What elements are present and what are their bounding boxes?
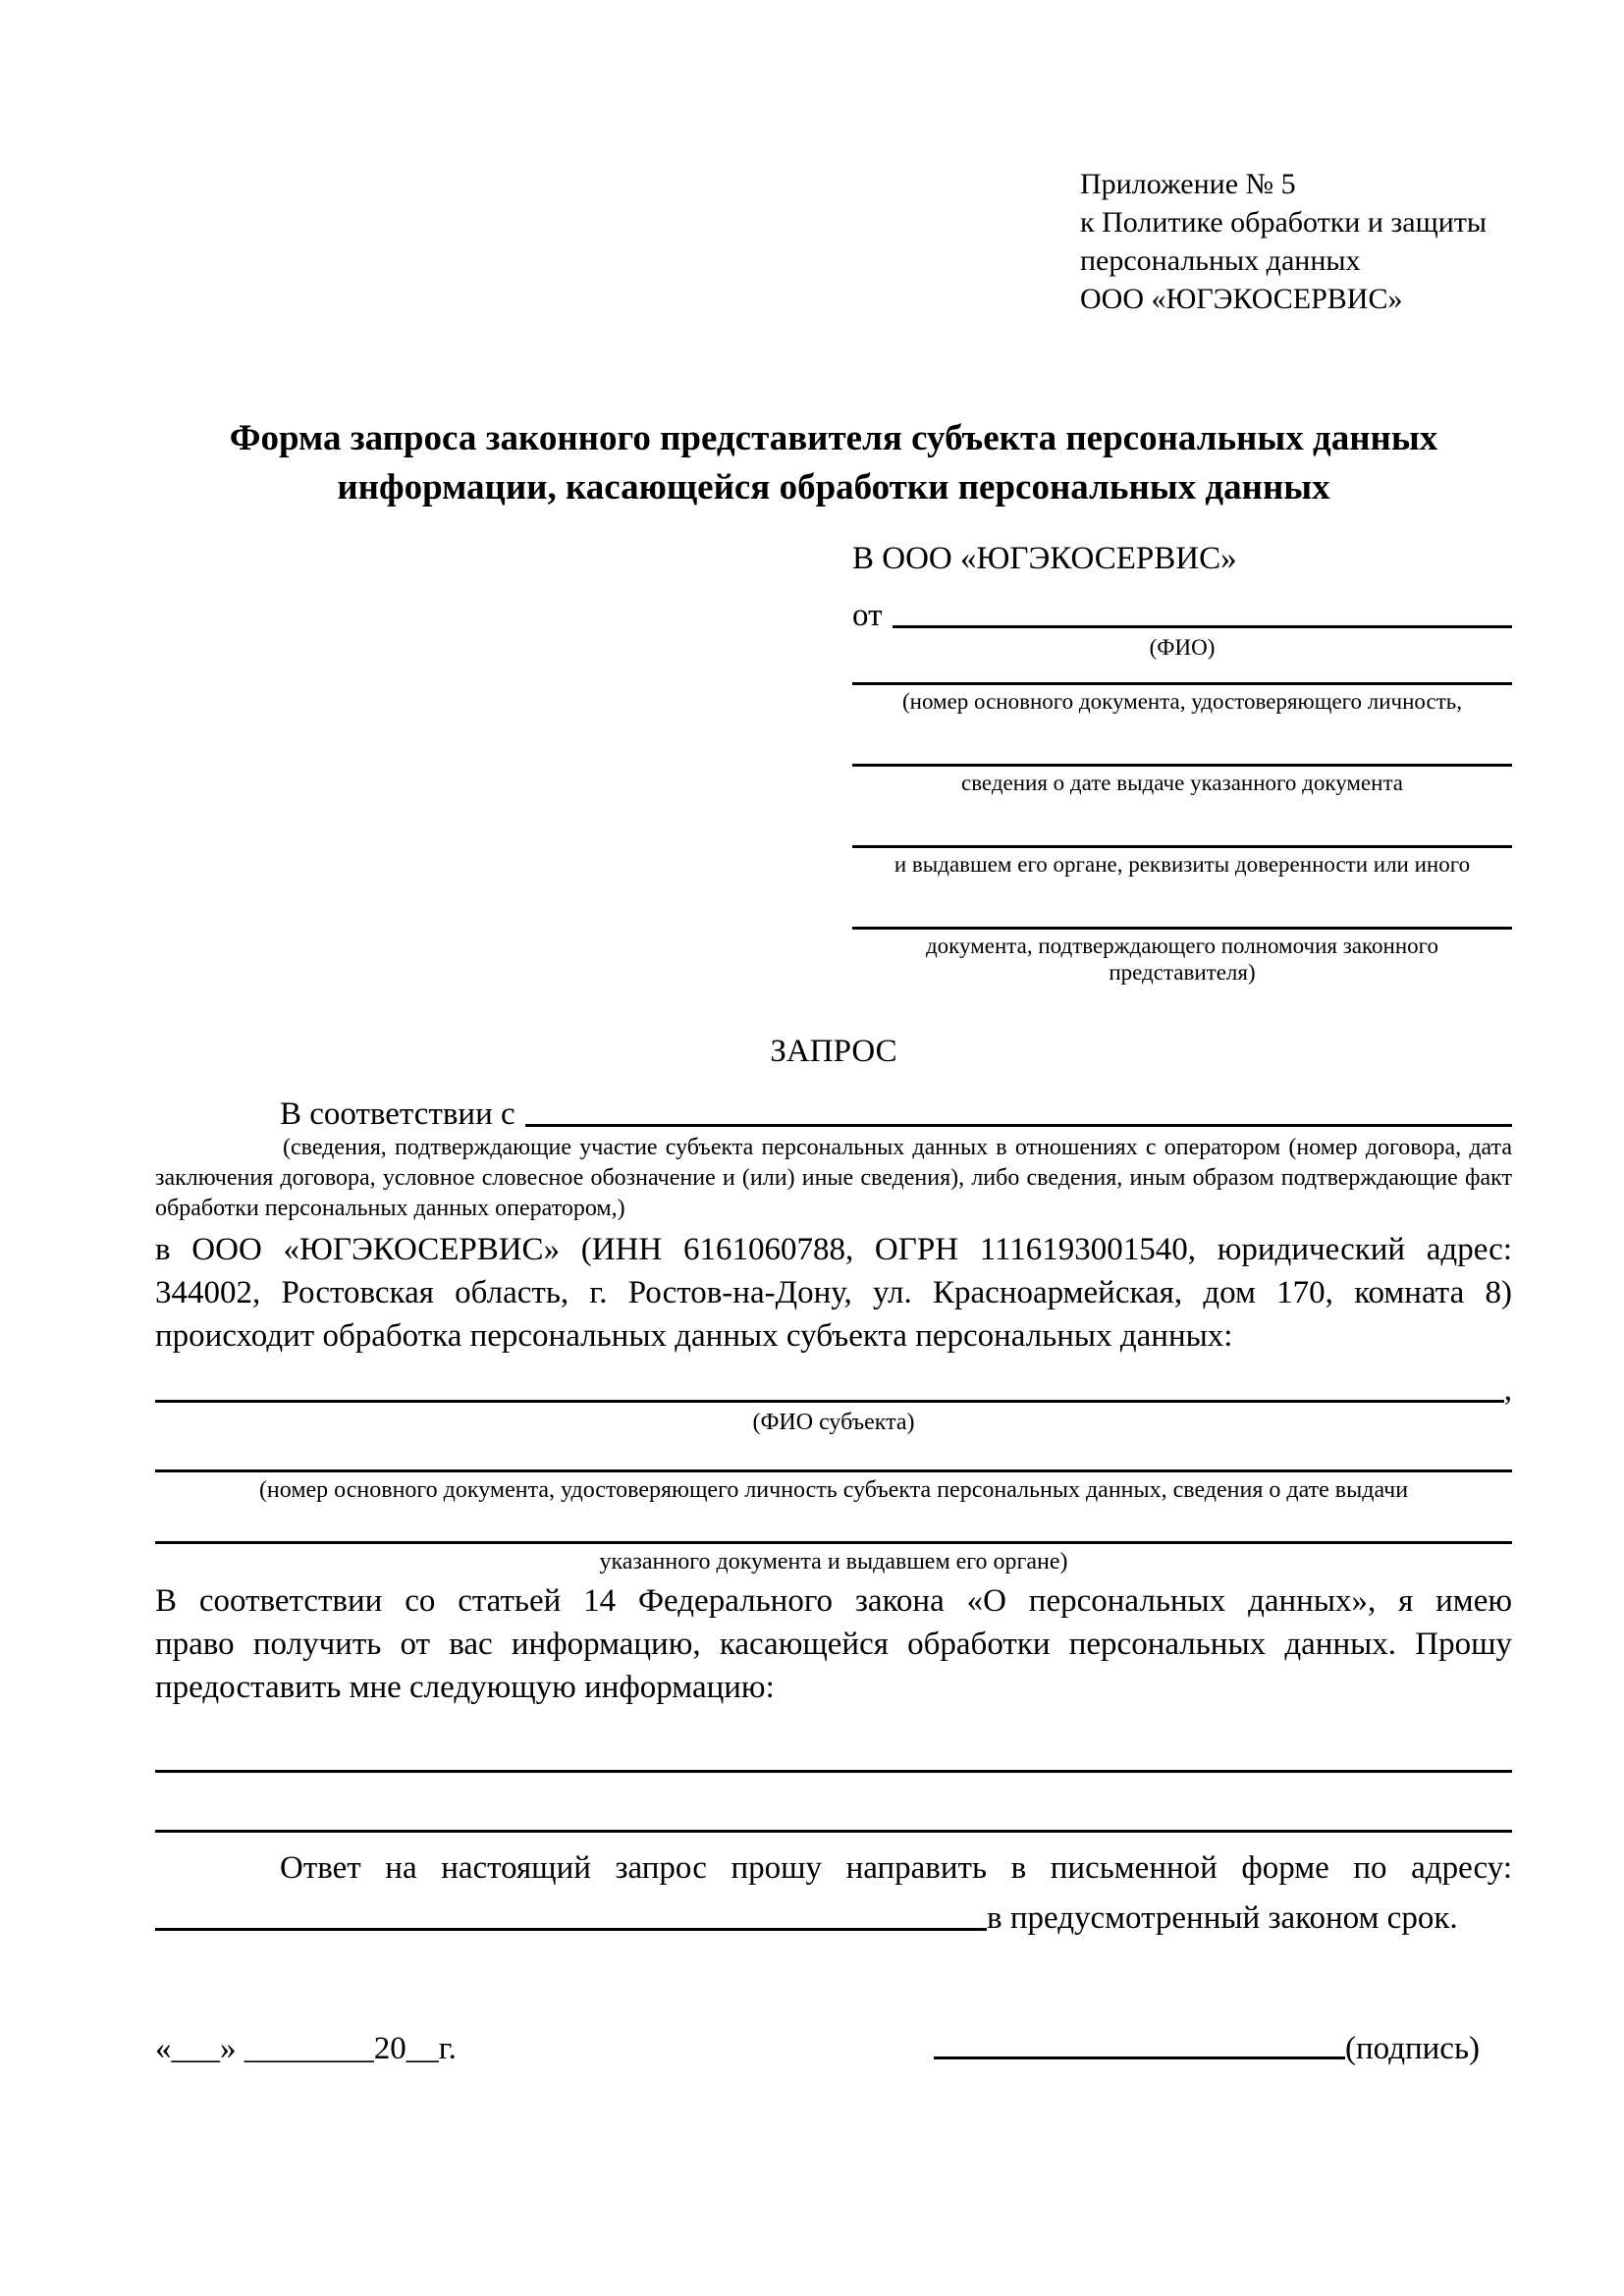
header-block — [1080, 165, 1512, 318]
subject-doc-caption-2: указанного документа и выдавшем его органе) — [599, 1549, 1068, 1575]
law-paragraph-line-1: В соответствии со статьей 14 Федерального закона «О персональных данных», я имею — [155, 1583, 1512, 1619]
operator-paragraph — [155, 1228, 1512, 1358]
from-row — [852, 583, 1512, 634]
answer-address-row — [155, 1892, 1512, 1937]
operator-paragraph-line-2: 344002, Ростовская область, г. Ростов-на-Дону, ул. Красноармейская, дом 170, комната 8) — [155, 1275, 1512, 1310]
header-line-personal-data: персональных данных — [1080, 244, 1361, 277]
header-line-appendix: Приложение № 5 — [1080, 168, 1296, 200]
addressee-organization: В ООО «ЮГЭКОСЕРВИС» — [852, 541, 1237, 576]
intro-caption-line-3: обработки персональных данных оператором,) — [155, 1196, 625, 1221]
answer-address-line — [155, 1928, 987, 1931]
answer-sentence: Ответ на настоящий запрос прошу направить в письменной форме по адресу: — [280, 1850, 1512, 1886]
intro-caption-line-2: заключения договора, условное словесное обозначение и (или) иные сведения), либо сведения, иным образом подтверждающие факт — [155, 1165, 1512, 1191]
field-caption-4: документа, подтверждающего полномочия законного представителя) — [925, 934, 1438, 985]
signature-line — [934, 2056, 1345, 2059]
field-line-1 — [852, 682, 1512, 685]
from-field-line — [893, 625, 1513, 628]
answer-blank-line-1 — [155, 1770, 1512, 1773]
footer-row — [155, 2031, 1512, 2067]
field-caption-3: и выдавшем его органе, реквизиты доверенности или иного — [893, 852, 1471, 877]
addressee-block — [852, 534, 1512, 986]
date-line: «___» ________20__г. — [155, 2031, 457, 2066]
answer-tail: в предусмотренный законом срок. — [987, 1900, 1458, 1936]
law-paragraph-line-3: предоставить мне следующую информацию: — [155, 1670, 775, 1705]
intro-field-line — [525, 1124, 1512, 1127]
subject-fio-line — [155, 1400, 1504, 1403]
law-paragraph-line-2: право получить от вас информацию, касающейся обработки персональных данных. Прошу — [155, 1627, 1512, 1662]
subject-fio-row — [155, 1365, 1512, 1409]
request-heading: ЗАПРОС — [770, 1034, 897, 1069]
field-line-4 — [852, 927, 1512, 930]
operator-paragraph-line-3: происходит обработка персональных данных субъекта персональных данных: — [155, 1318, 1233, 1354]
answer-blank-line-2 — [155, 1830, 1512, 1833]
subject-fio-caption: (ФИО субъекта) — [752, 1410, 915, 1435]
field-caption-1: (номер основного документа, удостоверяющего личность, — [901, 689, 1462, 714]
signature-block — [934, 2031, 1480, 2067]
header-line-policy: к Политике обработки и защиты — [1080, 206, 1488, 239]
field-caption-2: сведения о дате выдаче указанного документа — [960, 771, 1404, 795]
intro-caption — [155, 1133, 1512, 1224]
from-label: от — [852, 598, 883, 633]
fio-caption: (ФИО) — [1149, 635, 1216, 660]
field-line-2 — [852, 764, 1512, 767]
intro-caption-line-1: (сведения, подтверждающие участие субъекта персональных данных в отношениях с оператором (номер договора, дата — [283, 1135, 1512, 1160]
subject-doc-line-2 — [155, 1541, 1512, 1544]
subject-doc-caption-1: (номер основного документа, удостоверяющего личность субъекта персональных данных, сведения о дате выдачи — [258, 1477, 1409, 1503]
law-paragraph — [155, 1579, 1512, 1709]
intro-label: В соответствии с — [280, 1096, 515, 1132]
document-title: Форма запроса законного представителя субъекта персональных данных информации, касающейся обработки персональных данных — [229, 418, 1438, 507]
subject-fio-comma: , — [1503, 1372, 1512, 1408]
subject-doc-line-1 — [155, 1469, 1512, 1472]
field-line-3 — [852, 845, 1512, 848]
signature-caption: (подпись) — [1345, 2031, 1480, 2066]
intro-row — [155, 1084, 1512, 1133]
operator-paragraph-line-1: в ООО «ЮГЭКОСЕРВИС» (ИНН 6161060788, ОГРН 1116193001540, юридический адрес: — [155, 1232, 1512, 1267]
header-line-company: ООО «ЮГЭКОСЕРВИС» — [1080, 283, 1403, 315]
